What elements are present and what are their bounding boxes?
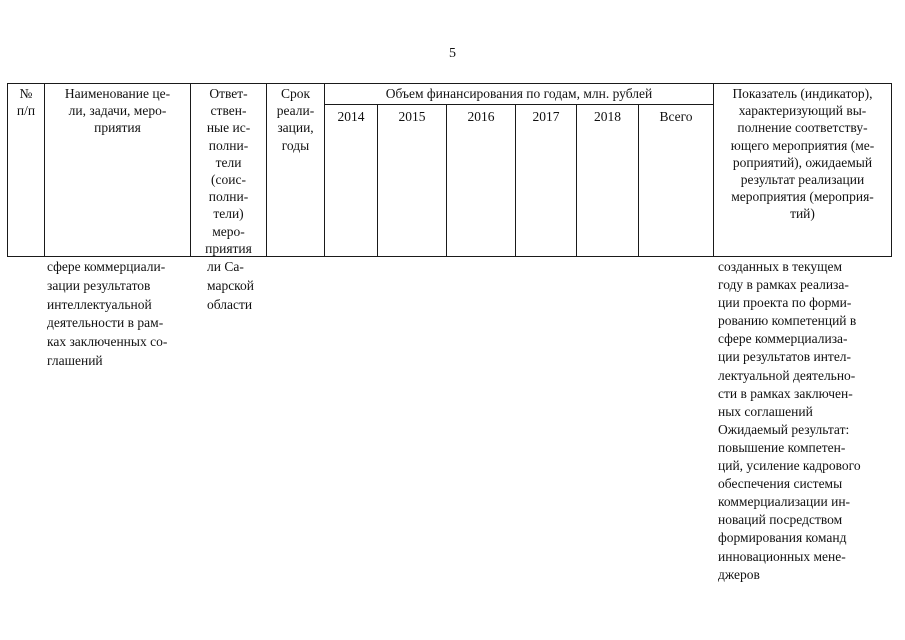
header-name: Наименование це- ли, задачи, меро- приятия [64, 86, 171, 136]
header-year-2014: 2014 [337, 109, 365, 124]
header-year-2017: 2017 [532, 109, 560, 124]
header-year-2016: 2016 [467, 109, 495, 124]
header-number: № п/п [16, 86, 36, 119]
row-name-text: сфере коммерциали- зации результатов интеллектуальной деятельности в рам- ках заключенных со- глашений [47, 259, 168, 368]
header-indicator: Показатель (индикатор), характеризующий вы- полнение соответству- ющего мероприятия (ме- роприятий), ожидаемый результат реализации мероприятия (мероприя- тий) [730, 86, 875, 222]
header-year-total: Всего [659, 109, 693, 124]
header-year-2015: 2015 [398, 109, 426, 124]
col-divider-year-2015 [377, 104, 378, 257]
years-row-border [324, 104, 713, 105]
page-number: 5 [449, 46, 456, 61]
col-divider-year-2018 [576, 104, 577, 257]
header-responsible: Ответ- ствен- ные ис- полни- тели (соис- полни- тели) меро- приятия [205, 86, 252, 256]
table-top-border [7, 83, 892, 84]
header-term: Срок реали- зации, годы [276, 86, 315, 153]
col-divider-year-2017 [515, 104, 516, 257]
table-right-border [891, 83, 892, 257]
table-header-bottom-border [7, 256, 892, 257]
header-funding: Объем финансирования по годам, млн. рублей [385, 86, 653, 101]
col-divider-year-total [638, 104, 639, 257]
header-year-2018: 2018 [594, 109, 621, 124]
row-indicator-text: созданных в текущем году в рамках реализа- ции проекта по форми- рованию компетенций в сфере коммерциализа- ции результатов интел- лектуальной деятельно- сти в рамках заключен- ных соглашений Ожидаемый результат: повышение компетен- ций, усиление кадрового обеспечения системы коммерциализации ин- новаций посредством формирования команд инновационных мене- джеров [718, 259, 861, 582]
col-divider-year-2016 [446, 104, 447, 257]
row-responsible-text: ли Са- марской области [207, 259, 255, 312]
